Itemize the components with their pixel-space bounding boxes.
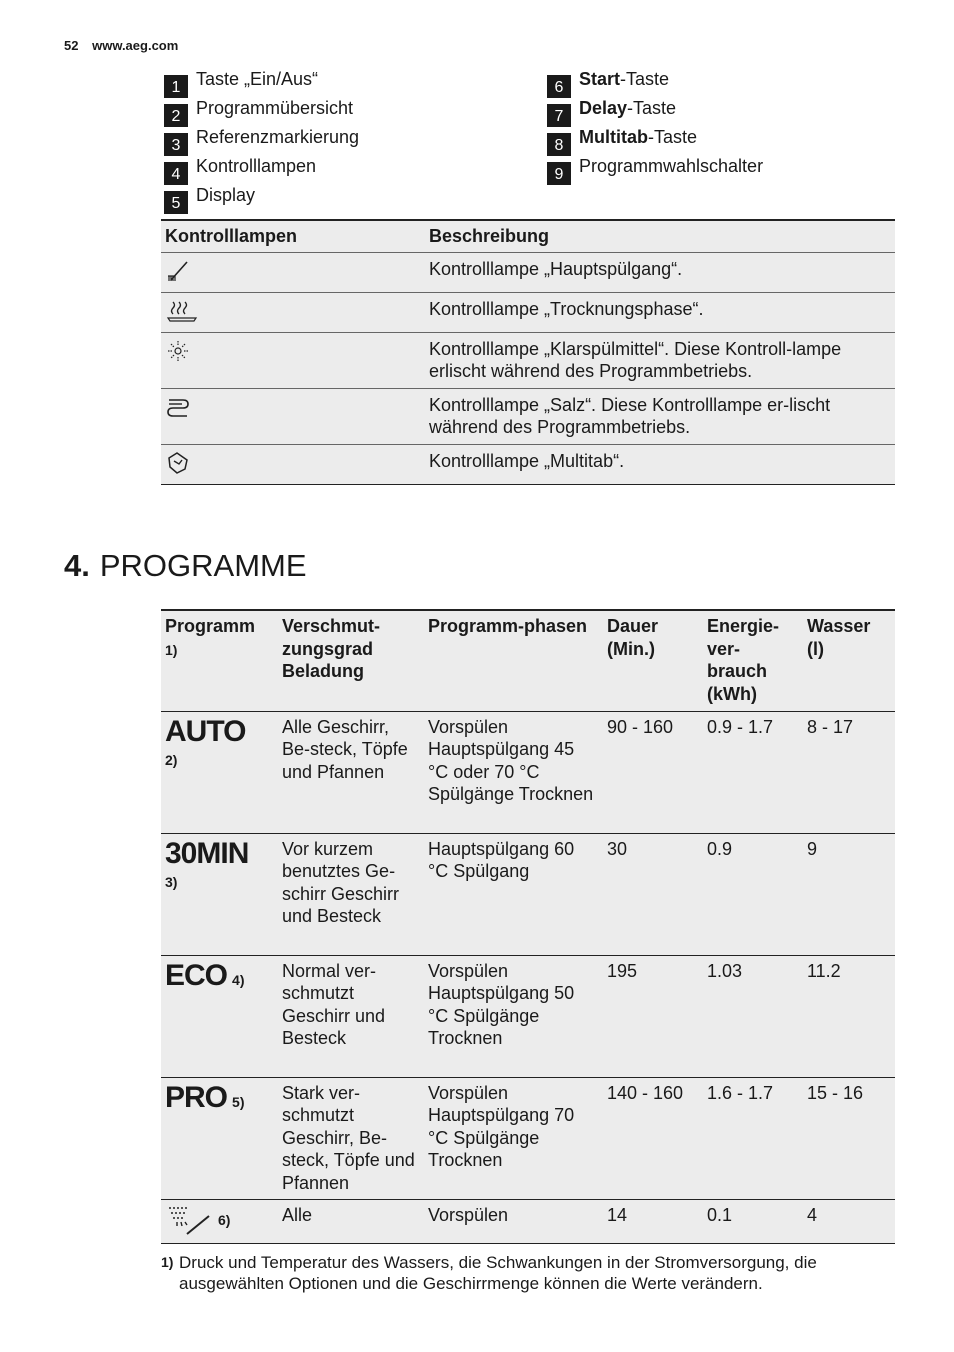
soil-cell: Vor kurzem benutztes Ge-schirr Geschirr und Besteck	[278, 833, 424, 955]
legend-item	[164, 184, 359, 213]
soil-cell: Alle Geschirr, Be-steck, Töpfe und Pfannen	[278, 711, 424, 833]
legend-item	[164, 126, 359, 155]
program-name: PRO	[165, 1080, 228, 1114]
duration-cell: 195	[603, 955, 703, 1077]
program-name: 30MIN	[165, 836, 249, 870]
legend-number: 9	[547, 162, 571, 185]
legend-label: Programmübersicht	[196, 98, 354, 118]
page-header	[64, 38, 188, 53]
legend-bold: Delay	[579, 98, 628, 118]
water-cell: 8 - 17	[803, 711, 895, 833]
energy-cell: 0.1	[703, 1199, 803, 1243]
table-row	[161, 333, 895, 389]
legend-item	[547, 155, 763, 184]
duration-cell: 14	[603, 1199, 703, 1243]
table-row	[161, 955, 895, 1077]
legend-bold: Multitab	[579, 127, 648, 147]
legend-label: -Taste	[620, 69, 670, 89]
program-header: Programm 1)	[161, 610, 278, 711]
footnote-mark: 1)	[161, 1254, 174, 1270]
footnote-ref: 5)	[232, 1093, 245, 1110]
soil-cell: Stark ver-schmutzt Geschirr, Be-steck, Töpfe und Pfannen	[278, 1077, 424, 1199]
legend-bold: Start	[579, 69, 621, 89]
legend-left	[164, 68, 359, 213]
phases-cell: Vorspülen Hauptspülgang 50 °C Spülgänge Trocknen	[424, 955, 603, 1077]
table-row	[161, 1199, 895, 1243]
legend-number: 4	[164, 162, 188, 185]
legend-number: 6	[547, 75, 571, 98]
phases-cell: Hauptspülgang 60 °C Spülgang	[424, 833, 603, 955]
legend-item	[164, 68, 359, 97]
legend-label: Programmwahlschalter	[579, 156, 764, 176]
lamp-description: Kontrolllampe „Multitab“.	[425, 445, 895, 485]
table-row	[161, 293, 895, 333]
soil-cell: Alle	[278, 1199, 424, 1243]
rinse-aid-icon	[165, 338, 421, 364]
energy-cell: 0.9	[703, 833, 803, 955]
footnote-ref: 4)	[232, 971, 245, 988]
soil-header: Verschmut-zungsgrad Beladung	[278, 610, 424, 711]
legend-item	[164, 97, 359, 126]
footnote-ref: 6)	[218, 1211, 231, 1228]
legend-label: Taste „Ein/Aus“	[196, 69, 319, 89]
footnote-ref: 3)	[165, 873, 178, 890]
energy-header: Energie-ver-brauch (kWh)	[703, 610, 803, 711]
multitab-icon	[165, 450, 421, 476]
legend-label: Referenzmarkierung	[196, 127, 360, 147]
soil-cell: Normal ver-schmutzt Geschirr und Besteck	[278, 955, 424, 1077]
lamp-description: Kontrolllampe „Salz“. Diese Kontrolllampe er-lischt während des Programmbetriebs.	[425, 389, 895, 445]
footnote	[161, 1252, 881, 1294]
energy-cell: 1.03	[703, 955, 803, 1077]
duration-header: Dauer (Min.)	[603, 610, 703, 711]
table-row	[161, 1077, 895, 1199]
table-row	[161, 389, 895, 445]
water-cell: 9	[803, 833, 895, 955]
lamp-description: Kontrolllampe „Klarspülmittel“. Diese Kontroll-lampe erlischt während des Programmbetriebs.	[425, 333, 895, 389]
legend-label: Kontrolllampen	[196, 156, 317, 176]
phases-header: Programm-phasen	[424, 610, 603, 711]
program-name: AUTO	[165, 714, 246, 748]
description-header: Beschreibung	[425, 220, 895, 253]
lamp-description: Kontrolllampe „Trocknungsphase“.	[425, 293, 895, 333]
energy-cell: 1.6 - 1.7	[703, 1077, 803, 1199]
lamp-table	[161, 219, 895, 485]
duration-cell: 90 - 160	[603, 711, 703, 833]
page-number: 52	[64, 38, 79, 53]
lamp-description: Kontrolllampe „Hauptspülgang“.	[425, 253, 895, 293]
lamp-header: Kontrolllampen	[161, 220, 425, 253]
duration-cell: 30	[603, 833, 703, 955]
legend-number: 5	[164, 191, 188, 214]
legend-label: Display	[196, 185, 256, 205]
legend-number: 1	[164, 75, 188, 98]
legend-item	[547, 68, 763, 97]
section-heading: PROGRAMME	[99, 548, 307, 583]
section-number: 4.	[64, 548, 90, 583]
legend-item	[547, 97, 763, 126]
legend-right	[547, 68, 763, 184]
legend-label: -Taste	[627, 98, 677, 118]
legend-number: 2	[164, 104, 188, 127]
salt-icon	[165, 394, 421, 420]
drying-icon	[165, 298, 421, 324]
site-url: www.aeg.com	[92, 38, 179, 53]
table-row	[161, 711, 895, 833]
water-header: Wasser (l)	[803, 610, 895, 711]
prewash-icon	[165, 1204, 213, 1236]
legend-number: 8	[547, 133, 571, 156]
program-name: ECO	[165, 958, 228, 992]
legend-label: -Taste	[648, 127, 698, 147]
legend-number: 7	[547, 104, 571, 127]
legend-number: 3	[164, 133, 188, 156]
phases-cell: Vorspülen	[424, 1199, 603, 1243]
phases-cell: Vorspülen Hauptspülgang 45 °C oder 70 °C Spülgänge Trocknen	[424, 711, 603, 833]
section-title	[64, 548, 307, 584]
water-cell: 15 - 16	[803, 1077, 895, 1199]
footnote-ref: 2)	[165, 751, 178, 768]
legend-item	[547, 126, 763, 155]
brush-icon	[165, 258, 421, 284]
duration-cell: 140 - 160	[603, 1077, 703, 1199]
footnote-text: Druck und Temperatur des Wassers, die Schwankungen in der Stromversorgung, die ausgewählten Optionen und die Geschirrmenge können die Werte verändern.	[179, 1253, 817, 1293]
table-row	[161, 833, 895, 955]
energy-cell: 0.9 - 1.7	[703, 711, 803, 833]
table-row	[161, 445, 895, 485]
water-cell: 4	[803, 1199, 895, 1243]
phases-cell: Vorspülen Hauptspülgang 70 °C Spülgänge Trocknen	[424, 1077, 603, 1199]
legend-item	[164, 155, 359, 184]
program-table	[161, 609, 895, 1244]
table-row	[161, 253, 895, 293]
water-cell: 11.2	[803, 955, 895, 1077]
